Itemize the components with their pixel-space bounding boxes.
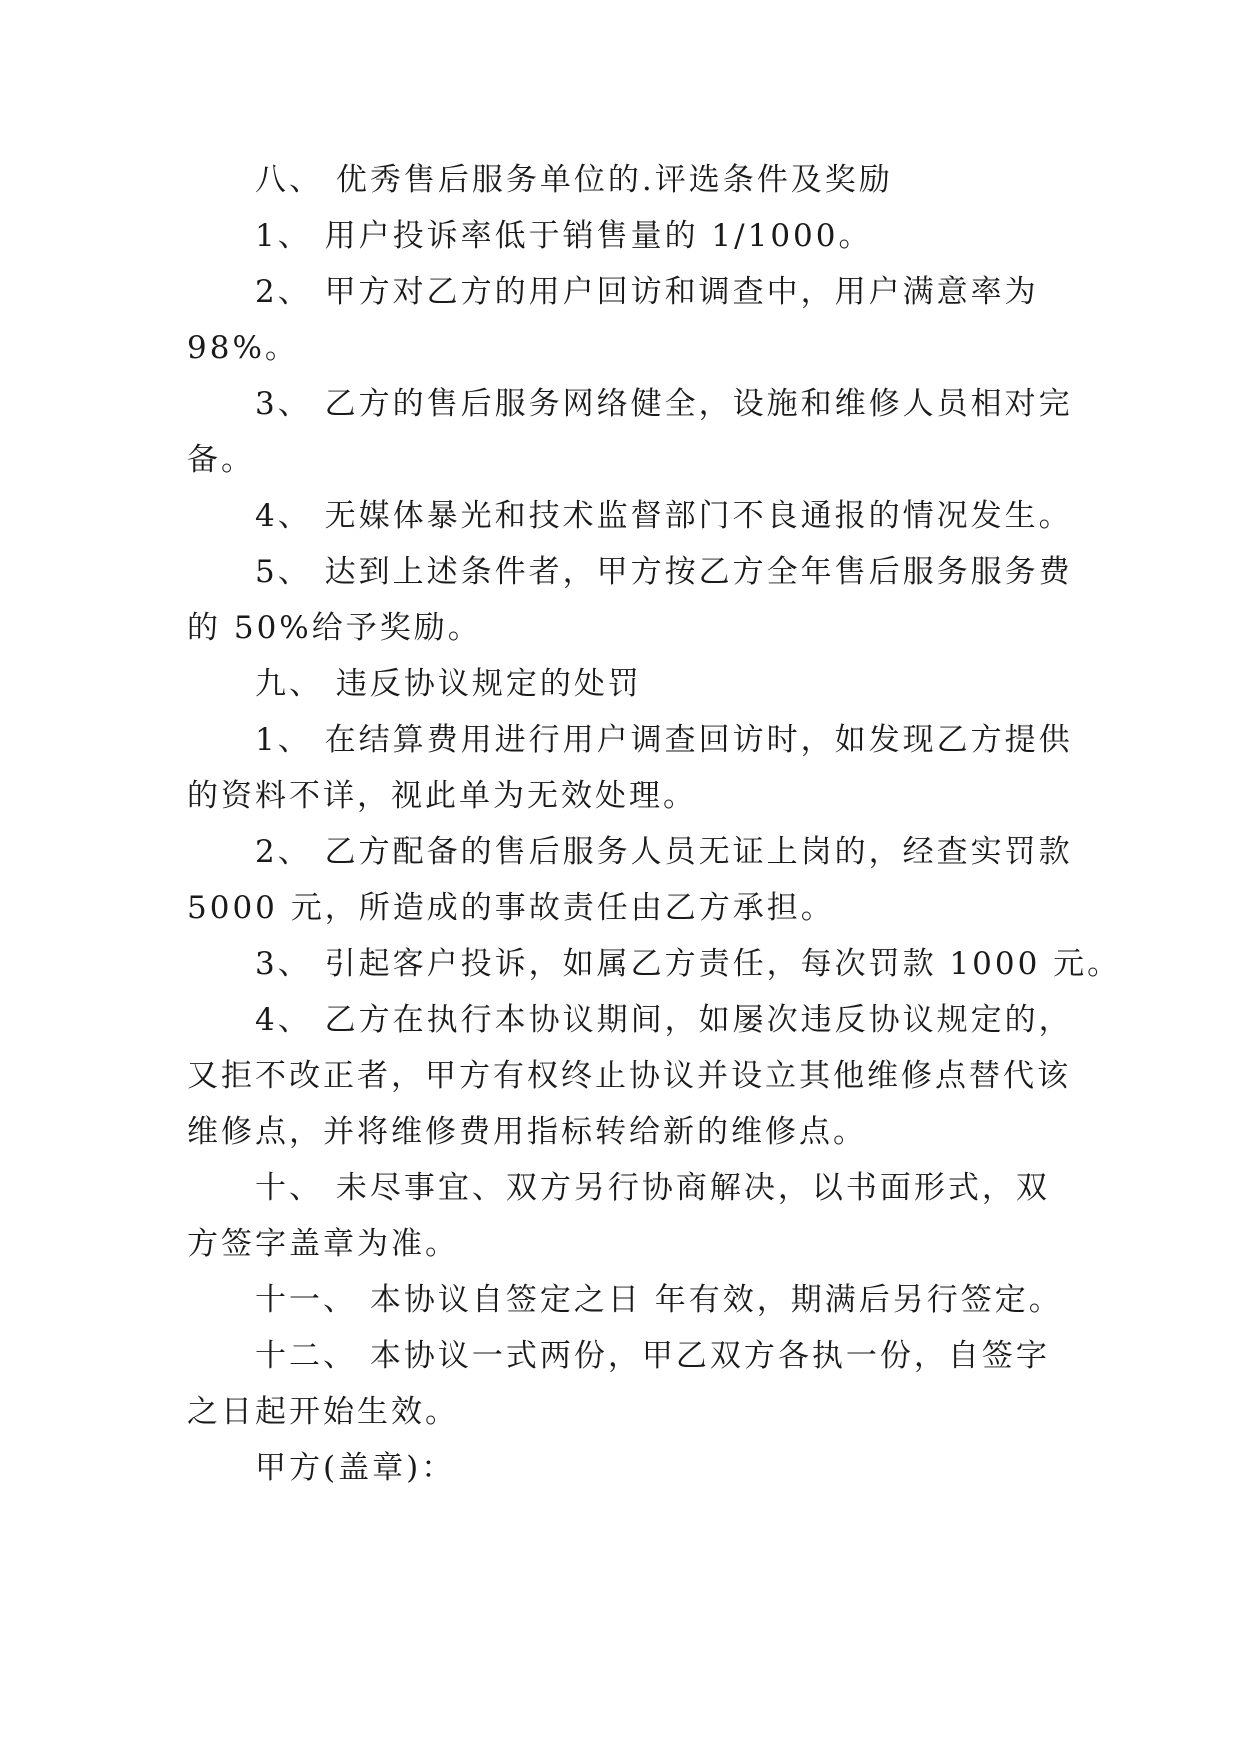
section-8-item-3-cont: 备。 (187, 442, 255, 478)
section-12-cont: 之日起开始生效。 (187, 1394, 459, 1430)
section-8-item-2-cont: 98%。 (187, 330, 299, 366)
section-9-item-1: 1、 在结算费用进行用户调查回访时，如发现乙方提供 (255, 722, 1073, 758)
section-9-item-4-cont-1: 又拒不改正者，甲方有权终止协议并设立其他维修点替代该 (187, 1058, 1071, 1094)
section-9-item-4: 4、 乙方在执行本协议期间，如屡次违反协议规定的， (255, 1002, 1073, 1038)
section-8-item-5-cont: 的 50%给予奖励。 (187, 610, 482, 646)
section-9-item-4-cont-2: 维修点，并将维修费用指标转给新的维修点。 (187, 1114, 867, 1150)
section-8-item-1: 1、 用户投诉率低于销售量的 1/1000。 (255, 218, 873, 254)
section-8-heading: 八、 优秀售后服务单位的.评选条件及奖励 (255, 162, 893, 198)
section-11: 十一、 本协议自签定之日 年有效，期满后另行签定。 (255, 1282, 1063, 1318)
section-8-item-5: 5、 达到上述条件者，甲方按乙方全年售后服务服务费 (255, 554, 1073, 590)
section-9-item-3: 3、 引起客户投诉，如属乙方责任，每次罚款 1000 元。 (255, 946, 1122, 982)
section-10-cont: 方签字盖章为准。 (187, 1226, 459, 1262)
section-9-item-2: 2、 乙方配备的售后服务人员无证上岗的，经查实罚款 (255, 834, 1073, 870)
section-9-item-2-cont: 5000 元，所造成的事故责任由乙方承担。 (187, 890, 835, 926)
section-8-item-3: 3、 乙方的售后服务网络健全，设施和维修人员相对完 (255, 386, 1073, 422)
section-9-heading: 九、 违反协议规定的处罚 (255, 666, 642, 702)
party-a-seal-label: 甲方(盖章)： (255, 1450, 456, 1486)
section-12: 十二、 本协议一式两份，甲乙双方各执一份，自签字 (255, 1338, 1050, 1374)
section-8-item-4: 4、 无媒体暴光和技术监督部门不良通报的情况发生。 (255, 498, 1073, 534)
section-9-item-1-cont: 的资料不详，视此单为无效处理。 (187, 778, 697, 814)
section-8-item-2: 2、 甲方对乙方的用户回访和调查中，用户满意率为 (255, 274, 1039, 310)
section-10: 十、 未尽事宜、双方另行协商解决，以书面形式，双 (255, 1170, 1050, 1206)
